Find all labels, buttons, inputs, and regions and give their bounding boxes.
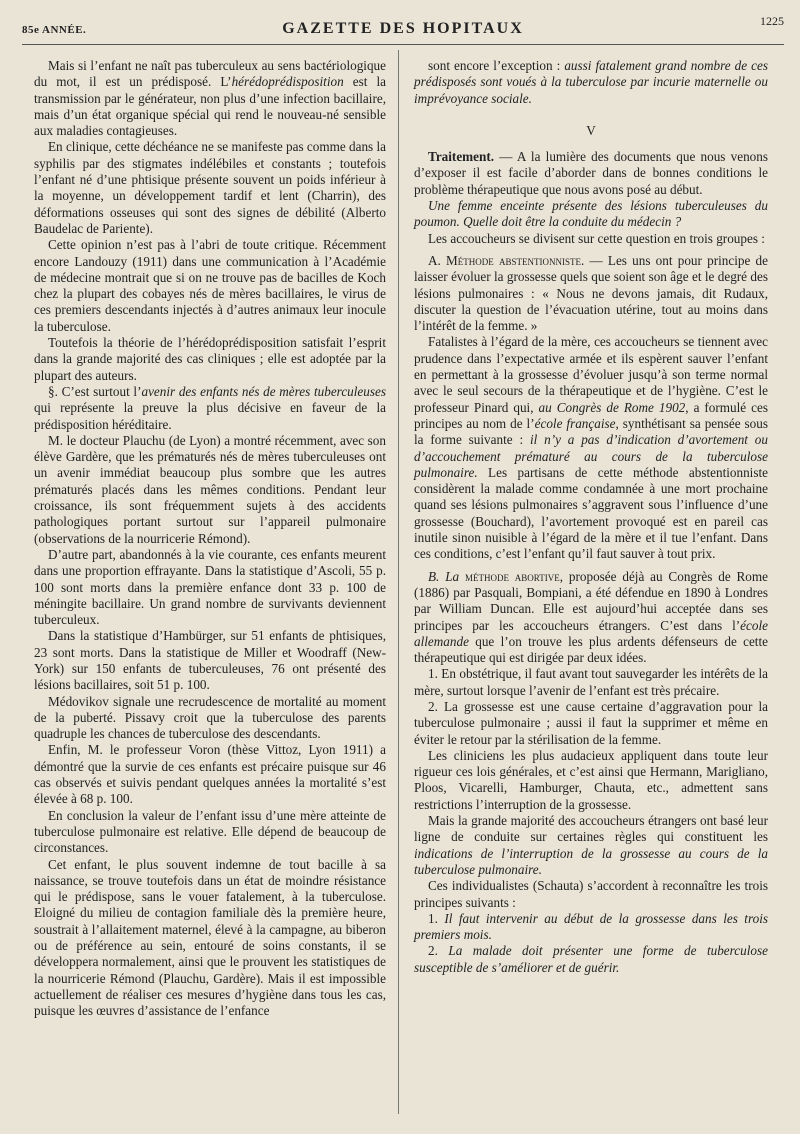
paragraph: 1. Il faut intervenir au début de la grossesse dans les trois premiers mois. xyxy=(414,910,769,943)
page-header xyxy=(22,14,784,42)
header-rule xyxy=(22,44,784,45)
paragraph: En clinique, cette déchéance ne se manifeste pas comme dans la syphilis par des stigmates indélébiles et constants ; toutefois l’enfant né d’une phtisique présente souvent un poids inférieur à la moyenne, un développement tardif et lent (Charrin), des déformations osseuses qui sont des signes de débilité (Alberto Baudelac de Pariente). xyxy=(34,139,386,236)
paragraph: sont encore l’exception : aussi fatalement grand nombre de ces prédisposés sont voués à la tuberculose par incurie maternelle ou imprévoyance sociale. xyxy=(414,58,768,106)
paragraph: Les accoucheurs se divisent sur cette question en trois groupes : xyxy=(428,230,765,246)
paragraph: Les cliniciens les plus audacieux appliquent dans toute leur rigueur ces lois générales, et c’est ainsi que Hermann, Marigliano, Ploos, Vicarelli, Hamburger, Chauta, etc., admettent sans restrictions l’interruption de la grossesse. xyxy=(414,747,768,812)
paragraph: En conclusion la valeur de l’enfant issu d’une mère atteinte de tuberculose pulmonaire est relative. Elle dépend de beaucoup de circonstances. xyxy=(34,807,386,856)
paragraph: Cette opinion n’est pas à l’abri de toute critique. Récemment encore Landouzy (1911) dans une communication à l’Académie de médecine montrait que si on ne trouve pas de bacilles de Koch chez la plupart des cobayes nés de mères bacillaires, le virus de ces premiers descendants injectés à d’autres animaux leur inocule la tuberculose. xyxy=(34,237,386,334)
paragraph: 2. La malade doit présenter une forme de tuberculose susceptible de s’améliorer et de guérir. xyxy=(414,943,768,975)
page-number: 1225 xyxy=(760,14,784,28)
section-number: V xyxy=(586,122,596,138)
paragraph: Mais si l’enfant ne naît pas tuberculeux au sens bactériologique du mot, il est un prédisposé. L’hérédoprédisposition est la transmission par le générateur, non plus d’une infection bacillaire, mais d’un état organique spécial qui rend le nouveau-né sensible aux maladies contagieuses. xyxy=(34,58,386,139)
paragraph: Enfin, M. le professeur Voron (thèse Vittoz, Lyon 1911) a démontré que la survie de ces enfants est précaire puisque sur 46 cas observés et suivis pendant quelques années la mortalité s’est élevée à 68 p. 100. xyxy=(34,742,386,807)
paragraph: Traitement. — A la lumière des documents que nous venons d’exposer il est facile d’aborder dans de bonnes conditions le problème thérapeutique que nous avons posé au début. xyxy=(414,149,768,197)
paragraph: Toutefois la théorie de l’hérédoprédisposition satisfait l’esprit dans la grande majorité des cas cliniques ; elle est adoptée par la plupart des auteurs. xyxy=(34,335,386,383)
paragraph: A. Méthode abstentionniste. — Les uns ont pour principe de laisser évoluer la grossesse quels que soient son âge et le degré des lésions pulmonaires : « Nous ne devons jamais, dit Rudaux, discuter la question de l’évacuation utérine, tout au moins dans l’intérêt de la femme. » xyxy=(414,252,769,334)
column-divider xyxy=(398,50,399,1114)
paragraph: Fatalistes à l’égard de la mère, ces accoucheurs se tiennent avec prudence dans l’expectative armée et ils espèrent sauver l’enfant en permettant à la grossesse d’évoluer jusqu’à son terme normal avec le seul secours de la thérapeutique et de l’hygiène. C’est le professeur Pinard qui, au Congrès de Rome 1902, a formulé ces principes au nom de l’école française, synthétisant sa pensée sous la forme suivante : il n’y a pas d’indication d’avortement ou d’accouchement prématuré au cours de la tuberculose pulmonaire. Les partisans de cette méthode abstentionniste considèrent la malade comme condamnée à une mort prochaine quand ses lésions pulmonaires s’aggravent sous l’influence d’une grossesse (Bouchard), l’avortement provoqué est en pareil cas inutile sinon nuisible à l’égard de la mère et il tue l’enfant. Dans ces conditions, c’est l’enfant qu’il faut sauver à tout prix. xyxy=(414,334,769,562)
paragraph: 1. En obstétrique, il faut avant tout sauvegarder les intérêts de la mère, surtout lorsque l’avenir de l’enfant est très précaire. xyxy=(414,666,768,698)
paragraph: Ces individualistes (Schauta) s’accordent à reconnaître les trois principes suivants : xyxy=(414,878,768,910)
paragraph: B. La méthode abortive, proposée déjà au Congrès de Rome (1886) par Pasquali, Bompiani, a été défendue en 1890 à Londres par William Duncan. Elle est aujourd’hui acceptée dans ses principes par les accoucheurs étrangers. C’est dans l’école allemande que l’on trouve les plus ardents défenseurs de cette thérapeutique qui est dirigée par deux idées. xyxy=(414,568,769,666)
right-column xyxy=(414,58,768,976)
paragraph: Mais la grande majorité des accoucheurs étrangers ont basé leur ligne de conduite sur certaines règles qui constituent les indications de l’interruption de la grossesse au cours de la tuberculose pulmonaire. xyxy=(414,813,768,877)
paragraph: M. le docteur Plauchu (de Lyon) a montré récemment, avec son élève Gardère, que les prématurés nés de mères tuberculeuses ont un avenir immédiat beaucoup plus sombre que les autres prématurés placés dans les mêmes conditions. Pendant leur croissance, ils sont fréquemment sujets à des accidents pathologiques portant surtout sur l’appareil pulmonaire (observations de la nourricerie Rémond). xyxy=(34,432,386,546)
left-column xyxy=(34,58,386,1020)
paragraph: Dans la statistique d’Hambürger, sur 51 enfants de phtisiques, 23 sont morts. Dans la statistique de Miller et Woodraff (New-York) sur 150 enfants de tuberculeuses, 76 ont présenté des lésions bacillaires, soit 51 p. 100. xyxy=(34,628,386,693)
edition-label: 85e ANNÉE. xyxy=(22,24,87,36)
paragraph: §. C’est surtout l’avenir des enfants nés de mères tuberculeuses qui représente la preuve la plus décisive en faveur de la prédisposition héréditaire. xyxy=(34,383,386,432)
paragraph: Médovikov signale une recrudescence de mortalité au moment de la puberté. Pissavy croit que la tuberculose des parents quadruple les chances de tuberculose des descendants. xyxy=(34,693,386,742)
journal-title: GAZETTE DES HOPITAUX xyxy=(282,20,524,37)
paragraph: 2. La grossesse est une cause certaine d’aggravation pour la tuberculose pulmonaire ; aussi il faut la supprimer et même en éviter le retour par la stérilisation de la femme. xyxy=(414,698,768,747)
paragraph: Cet enfant, le plus souvent indemne de tout bacille à sa naissance, se trouve toutefois dans un état de moindre résistance qui le prédispose, sans le vouer fatalement, à la tuberculose. Eloigné du milieu de contagion familiale dès la première heure, soustrait à l’allaitement maternel, élevé à la campagne, au biberon ou de préférence au sein, entouré de soins constants, il se développera normalement, ainsi que le prouvent les statistiques de la nourricerie Rémond (Plauchu, Gardère). Mais il est impossible actuellement de réaliser ces mesures d’hygiène dans tous les cas, puisque les œuvres d’assistance de l’enfance xyxy=(34,856,386,1019)
paragraph: D’autre part, abandonnés à la vie courante, ces enfants meurent dans une proportion effrayante. Dans la statistique d’Ascoli, 55 p. 100 sont morts dans la première enfance dont 33 p. 100 de méningite bacillaire. Un grand nombre de survivants deviennent tuberculeux. xyxy=(34,546,386,628)
paragraph: Une femme enceinte présente des lésions tuberculeuses du poumon. Quelle doit être la conduite du médecin ? xyxy=(414,198,768,230)
